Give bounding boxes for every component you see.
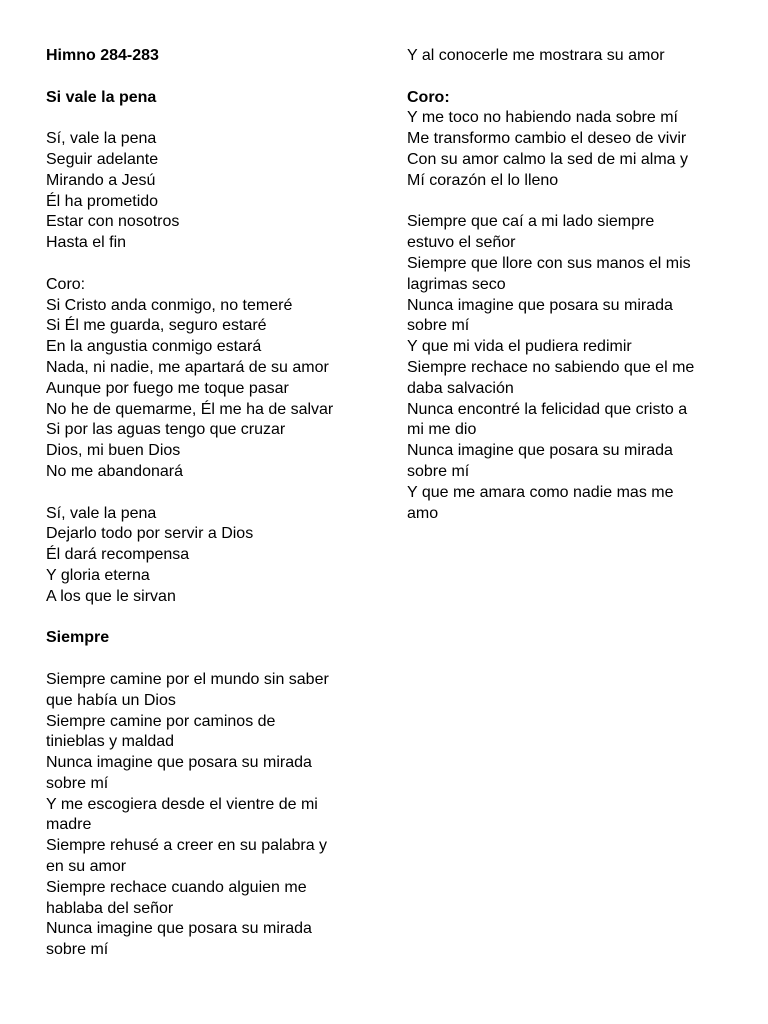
lyric-line: sobre mí — [407, 462, 470, 480]
verse-block — [46, 129, 376, 254]
song-heading — [46, 88, 376, 109]
verse-block — [46, 275, 376, 483]
lyric-line: daba salvación — [407, 379, 514, 397]
lyric-line: sobre mí — [46, 941, 109, 959]
lyric-line: lagrimas seco — [407, 275, 506, 293]
lyric-line: madre — [46, 816, 92, 834]
lyric-line: estuvo el señor — [407, 234, 516, 252]
lyric-line: Si por las aguas tengo que cruzar — [46, 421, 286, 439]
lyric-line: Siempre rehusé a creer en su palabra y — [46, 837, 328, 855]
lyric-line: sobre mí — [46, 774, 109, 792]
lyric-line: No me abandonará — [46, 462, 183, 480]
lyric-line: Siempre que llore con sus manos el mis — [407, 254, 691, 272]
lyric-line: Seguir adelante — [46, 150, 159, 168]
lyric-line: Con su amor calmo la sed de mi alma y — [407, 150, 688, 168]
lyric-line: Sí, vale la pena — [46, 130, 157, 148]
lyric-line: Y que me amara como nadie mas me — [407, 483, 674, 501]
lyric-line: Nada, ni nadie, me apartará de su amor — [46, 358, 329, 376]
lyric-line: Nunca encontré la felicidad que cristo a — [407, 400, 688, 418]
lyric-line: Siempre rechace no sabiendo que el me — [407, 358, 695, 376]
lyric-line: sobre mí — [407, 317, 470, 335]
lyric-line: que había un Dios — [46, 691, 176, 709]
lyric-line: Nunca imagine que posara su mirada — [407, 442, 673, 460]
lyric-line: Hasta el fin — [46, 234, 127, 252]
song-heading — [46, 628, 376, 649]
lyric-line: hablaba del señor — [46, 899, 174, 917]
lyric-line: Él ha prometido — [46, 192, 159, 210]
verse-block — [46, 670, 376, 961]
verse-block — [46, 504, 376, 608]
lyric-line: Aunque por fuego me toque pasar — [46, 379, 289, 397]
lyric-line: Siempre rechace cuando alguien me — [46, 878, 307, 896]
lyric-line: En la angustia conmigo estará — [46, 338, 262, 356]
verse-block — [407, 212, 737, 524]
heading-text: Si vale la pena — [46, 88, 157, 106]
lyric-line: Me transformo cambio el deseo de vivir — [407, 130, 687, 148]
right-column — [407, 46, 737, 545]
lyric-line: Nunca imagine que posara su mirada — [407, 296, 673, 314]
song-heading — [46, 46, 376, 67]
lyric-line: Y gloria eterna — [46, 566, 150, 584]
lyric-line: tinieblas y maldad — [46, 733, 175, 751]
chorus-block — [407, 88, 737, 192]
lyric-line: No he de quemarme, Él me ha de salvar — [46, 400, 334, 418]
lyric-line: Coro: — [46, 275, 86, 293]
lyric-line: mi me dio — [407, 421, 477, 439]
lyric-line: Y que mi vida el pudiera redimir — [407, 338, 632, 356]
lyric-line: en su amor — [46, 858, 127, 876]
chorus-label: Coro: — [407, 88, 450, 106]
lyric-line: Sí, vale la pena — [46, 504, 157, 522]
lyric-line: Siempre que caí a mi lado siempre — [407, 213, 655, 231]
lyric-line: Y me escogiera desde el vientre de mi — [46, 795, 318, 813]
lyric-line: Estar con nosotros — [46, 213, 180, 231]
lyric-line: Mí corazón el lo lleno — [407, 171, 559, 189]
heading-text: Siempre — [46, 629, 110, 647]
lyric-line: A los que le sirvan — [46, 587, 176, 605]
lyric-line: Y me toco no habiendo nada sobre mí — [407, 109, 678, 127]
heading-text: Himno 284-283 — [46, 47, 159, 64]
lyric-line: Siempre camine por caminos de — [46, 712, 276, 730]
lyric-line: Él dará recompensa — [46, 546, 190, 564]
lyric-line: Y al conocerle me mostrara su amor — [407, 47, 665, 64]
lyric-line: Nunca imagine que posara su mirada — [46, 754, 312, 772]
lyric-line: Si Él me guarda, seguro estaré — [46, 317, 267, 335]
lyric-line: Siempre camine por el mundo sin saber — [46, 670, 329, 688]
lyric-line: Si Cristo anda conmigo, no temeré — [46, 296, 293, 314]
left-column — [46, 46, 376, 982]
lyric-line: Mirando a Jesú — [46, 171, 156, 189]
verse-block — [407, 46, 737, 67]
lyric-line: Nunca imagine que posara su mirada — [46, 920, 312, 938]
lyric-line: Dios, mi buen Dios — [46, 442, 181, 460]
lyric-line: Dejarlo todo por servir a Dios — [46, 525, 254, 543]
lyric-line: amo — [407, 504, 439, 522]
